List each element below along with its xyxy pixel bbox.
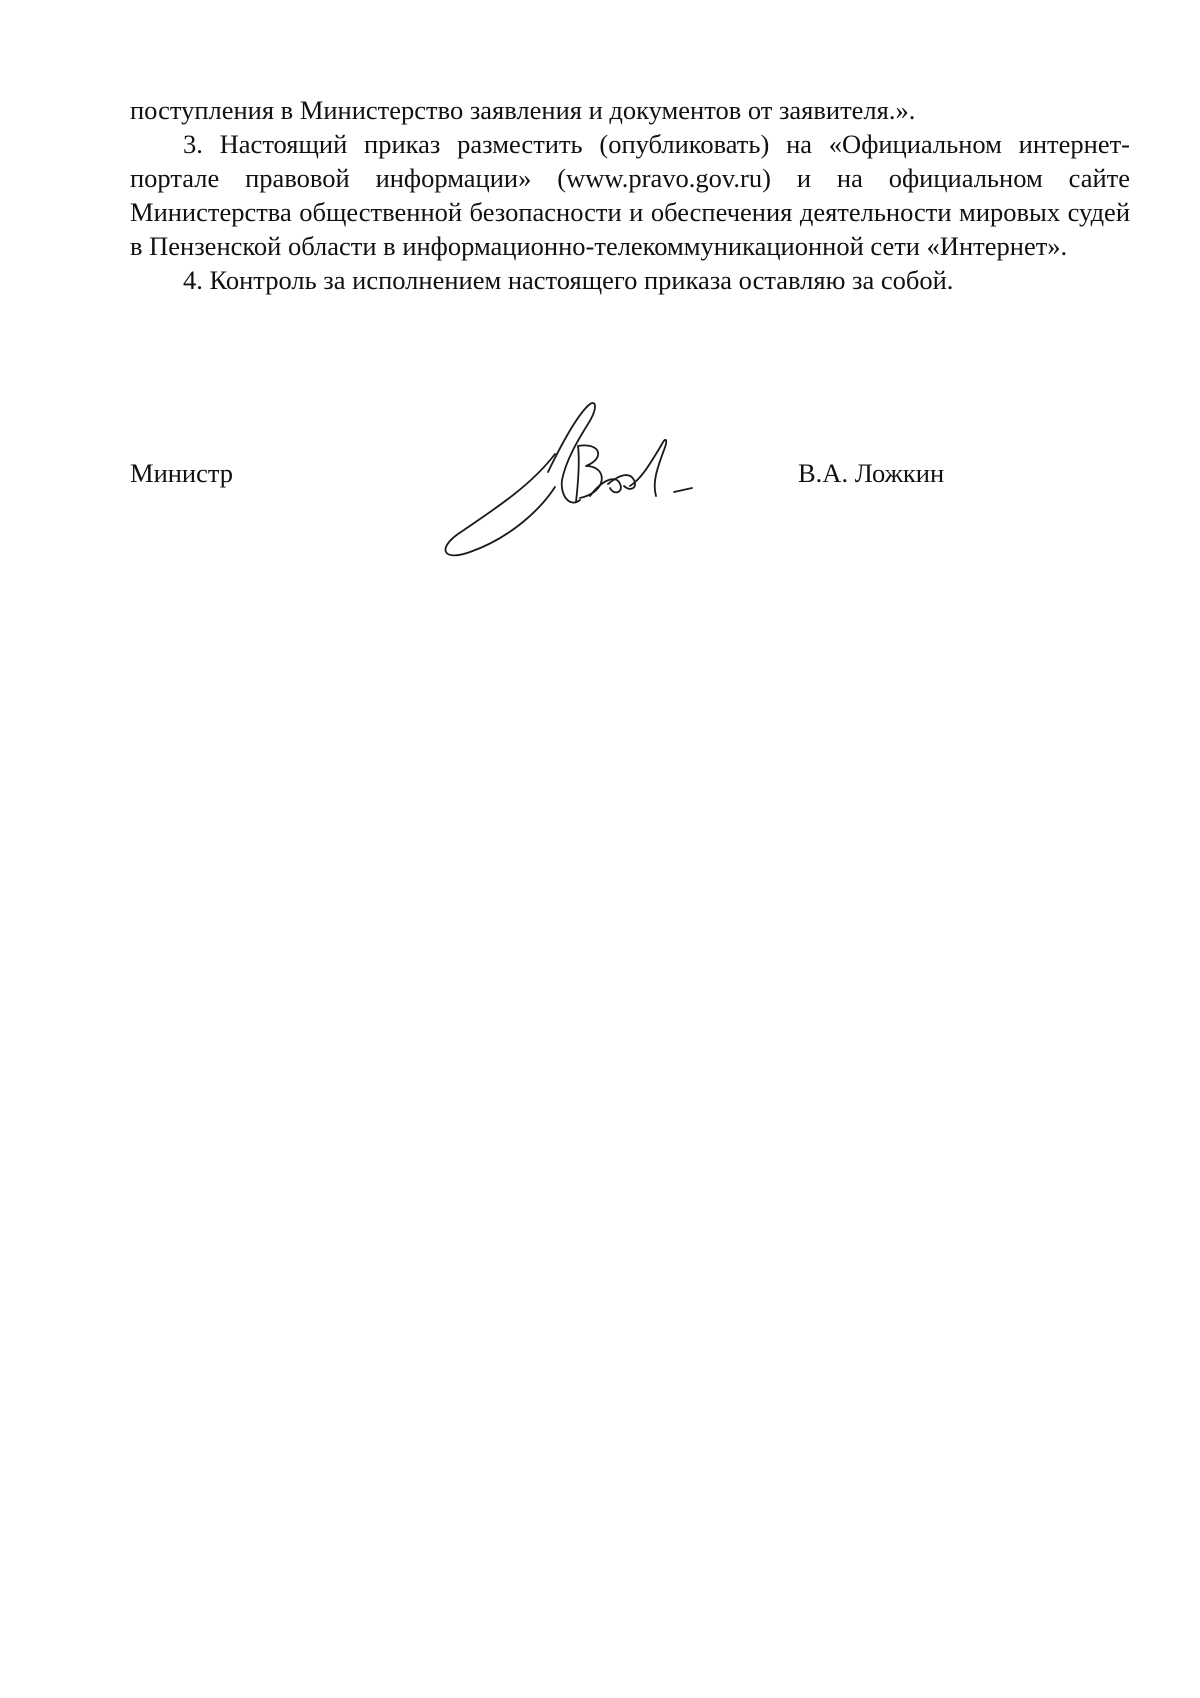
- signatory-position: Министр: [130, 458, 234, 488]
- signatory-name: В.А. Ложкин: [798, 458, 945, 488]
- paragraph-item-3: 3. Настоящий приказ разместить (опубликовать) на «Официальном интернет-портале правовой информации» (www.pravo.gov.ru) и на официальном сайте Министерства общественной безопасности и обеспечения деятельности мировых судей в Пензенской области в информационно-телекоммуникационной сети «Интернет».: [130, 129, 1130, 261]
- signature-block: [130, 440, 1130, 590]
- document-body: [130, 93, 1130, 297]
- paragraph-continuation: поступления в Министерство заявления и документов от заявителя.».: [130, 95, 916, 125]
- handwritten-signature-icon: [430, 392, 760, 562]
- paragraph-item-4: 4. Контроль за исполнением настоящего приказа оставляю за собой.: [183, 265, 954, 295]
